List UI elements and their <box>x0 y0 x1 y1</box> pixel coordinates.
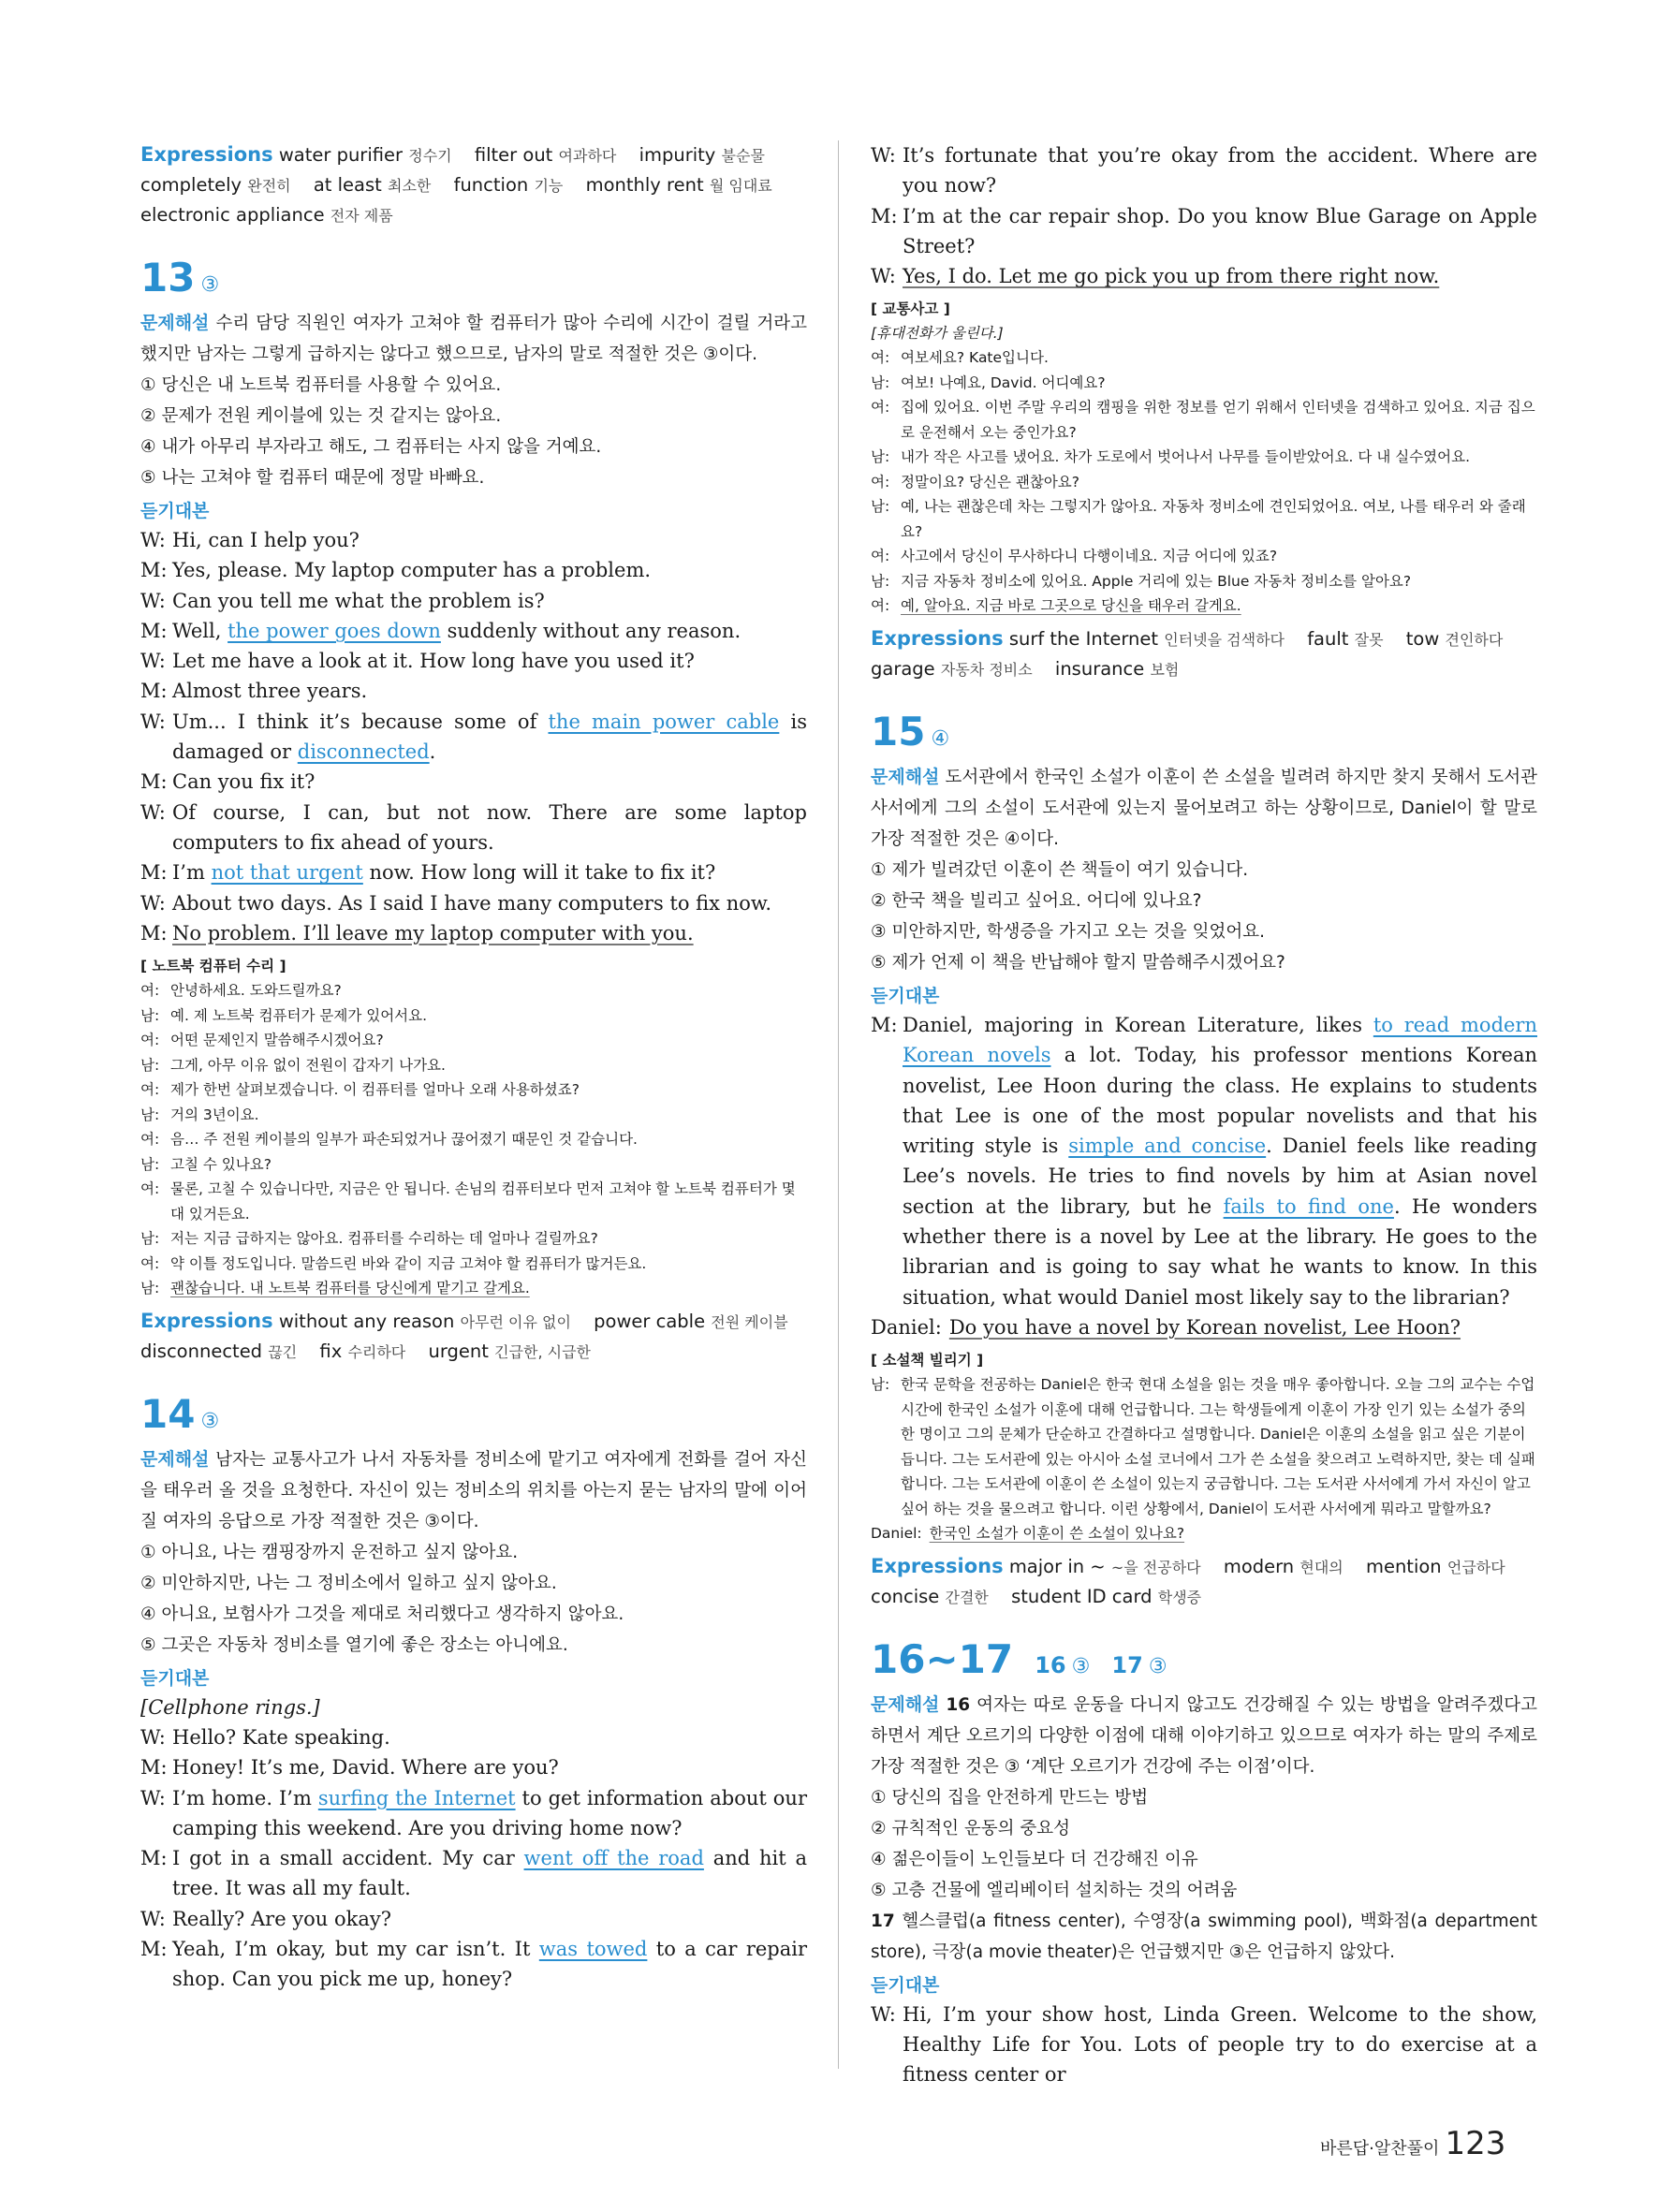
speaker: W: <box>140 589 166 612</box>
speaker: W: <box>140 650 166 673</box>
text-run: is damaged or <box>172 710 807 764</box>
expr-ko: 월 임대료 <box>709 177 772 195</box>
speaker: W: <box>140 710 166 733</box>
line-text: 한국 문학을 전공하는 Daniel은 한국 현대 소설을 읽는 것을 매우 좋아합니다. 오늘 그의 교수는 수업 시간에 한국인 소설가 이훈에 대해 언급합니다. 그는 학생들에게 이훈이 가장 인기 있는 소설가 중의 한 명이고 그의 문체가 단순하고 간결하다고 설명합니다. Daniel은 이훈의 소설을 읽고 싶은 기분이 듭니다. 그는 도서관에 있는 아시아 소설 코너에서 그가 쓴 소설을 찾으려고 노력하지만, 찾는 데 실패합니다. 그는 도서관에 이훈이 쓴 소설이 있는지 궁금합니다. 그는 도서관 사서에게 가서 자신이 알고 싶어 하는 것을 물으려고 합니다. 이런 상황에서, Daniel이 도서관 사서에게 뭐라고 말할까요? <box>901 1376 1535 1517</box>
line-text: About two days. As I said I have many computers to fix now. <box>172 891 772 915</box>
dialogue-line <box>140 1722 807 1752</box>
option-item: ⑤ 그곳은 자동차 정비소를 열기에 좋은 장소는 아니에요. <box>140 1634 568 1655</box>
answer-underline: No problem. I’ll leave my laptop computer with you. <box>172 921 694 945</box>
text-run: I got in a small accident. My car <box>172 1847 524 1870</box>
speaker: W: <box>140 1907 166 1930</box>
translation-line <box>140 1152 807 1178</box>
translation-line <box>871 371 1537 396</box>
speaker: Daniel: <box>871 1315 942 1339</box>
q16-explanation <box>871 1690 1537 1782</box>
dialogue-line <box>140 586 807 616</box>
expr-ko: 최소한 <box>388 177 432 195</box>
line-text <box>170 1276 807 1301</box>
answer-underline: Do you have a novel by Korean novelist, Lee Hoon? <box>948 1315 1461 1339</box>
expr-en: electronic appliance <box>140 204 325 226</box>
line-text: 어떤 문제인지 말씀해주시겠어요? <box>170 1032 384 1049</box>
stage-direction: [Cellphone rings.] <box>140 1695 320 1719</box>
line-text: It’s fortunate that you’re okay from the accident. Where are you now? <box>903 144 1537 198</box>
translation-line <box>871 494 1537 544</box>
dialogue-line <box>140 857 807 887</box>
speaker: 남: <box>871 498 890 516</box>
line-text: Almost three years. <box>172 680 368 703</box>
q14-explanation <box>140 1444 807 1537</box>
dialogue-line <box>140 888 807 918</box>
expr-ko: 여과하다 <box>558 147 617 165</box>
dialogue-line <box>871 261 1537 291</box>
highlight-phrase: the main power cable <box>548 710 780 733</box>
translation-line <box>140 1053 807 1078</box>
expr-en: monthly rent <box>585 174 704 196</box>
speaker: M: <box>871 204 898 227</box>
question-number: 15 <box>871 708 926 754</box>
speaker: 여: <box>871 597 890 615</box>
expr-en: fault <box>1307 627 1349 650</box>
line-text: 물론, 고칠 수 있습니다만, 지금은 안 됩니다. 손님의 컴퓨터보다 먼저 고쳐야 할 노트북 컴퓨터가 몇 대 있거든요. <box>170 1180 796 1223</box>
text-run: Um... I think it’s because some of <box>172 710 549 733</box>
speaker: 여: <box>140 1131 160 1149</box>
option-item: ② 규칙적인 운동의 중요성 <box>871 1818 1070 1838</box>
text-run: I’m home. I’m <box>172 1786 318 1809</box>
answer-underline: 한국인 소설가 이훈이 쓴 소설이 있나요? <box>929 1525 1185 1543</box>
text-run: Well, <box>172 619 228 642</box>
text-run: and hit a tree. It was all my fault. <box>172 1847 807 1900</box>
translation-title: [ 소설책 빌리기 ] <box>871 1352 984 1370</box>
speaker: M: <box>140 619 168 642</box>
speaker: 여: <box>871 548 890 565</box>
text-run: Daniel, majoring in Korean Literature, likes <box>903 1013 1373 1036</box>
translation-line <box>140 1127 807 1152</box>
translation-line <box>871 470 1537 495</box>
highlight-phrase: simple and concise <box>1068 1135 1267 1158</box>
q13-expressions <box>140 1307 807 1367</box>
q13-explanation <box>140 308 807 370</box>
speaker: M: <box>140 1938 168 1961</box>
expr-en: completely <box>140 174 242 196</box>
q14-expressions <box>871 624 1537 684</box>
option-item: ① 당신은 내 노트북 컴퓨터를 사용할 수 있어요. <box>140 375 502 395</box>
answer-underline: Yes, I do. Let me go pick you up from there right now. <box>903 265 1440 288</box>
text-run: Yeah, I’m okay, but my car isn’t. It <box>172 1938 539 1961</box>
translation-line <box>871 593 1537 619</box>
footer-title: 바른답·알찬풀이 <box>1320 2139 1440 2159</box>
text-run: suddenly without any reason. <box>440 619 741 642</box>
translation-line <box>140 1003 807 1029</box>
option-item: ④ 젊은이들이 노인들보다 더 건강해진 이유 <box>871 1849 1198 1869</box>
line-text: Honey! It’s me, David. Where are you? <box>172 1756 559 1780</box>
expr-ko: ~을 전공하다 <box>1110 1558 1201 1576</box>
speaker: W: <box>871 144 896 167</box>
expressions-label: Expressions <box>140 143 273 166</box>
dialogue-line <box>140 798 807 858</box>
speaker: W: <box>871 265 896 288</box>
expressions-label: Expressions <box>871 1554 1004 1577</box>
expr-en: surf the Internet <box>1008 627 1159 650</box>
translation-line <box>140 1177 807 1226</box>
expr-ko: 긴급한, 시급한 <box>494 1342 592 1361</box>
line-text: Let me have a look at it. How long have you used it? <box>172 650 695 673</box>
highlight-phrase: the power goes down <box>228 619 441 642</box>
expressions-top <box>140 140 807 230</box>
line-text <box>901 593 1537 619</box>
speaker: M: <box>140 680 168 703</box>
line-text: 약 이틀 정도입니다. 말씀드린 바와 같이 지금 고쳐야 할 컴퓨터가 많거든요. <box>170 1254 647 1272</box>
dialogue-line <box>871 201 1537 262</box>
line-text: 여보! 나예요, David. 어디예요? <box>901 374 1106 391</box>
option-item: ② 한국 책을 빌리고 싶어요. 어디에 있나요? <box>871 890 1202 911</box>
answer-mark: ③ <box>200 1409 220 1433</box>
expressions-label: Expressions <box>140 1309 273 1332</box>
line-text <box>949 1312 1537 1342</box>
line-text: 제가 한번 살펴보겠습니다. 이 컴퓨터를 얼마나 오래 사용하셨죠? <box>170 1081 580 1099</box>
option-item: ③ 미안하지만, 학생증을 가지고 오는 것을 잊었어요. <box>871 921 1266 942</box>
line-text <box>172 1843 807 1904</box>
speaker: W: <box>140 529 166 551</box>
option-item: ② 문제가 전원 케이블에 있는 것 같지는 않아요. <box>140 406 502 426</box>
highlight-phrase: not that urgent <box>211 861 363 885</box>
dialogue-line <box>871 140 1537 201</box>
speaker: 남: <box>140 1106 160 1123</box>
line-text <box>172 1783 807 1844</box>
speaker: 여: <box>140 1032 160 1049</box>
translation-line <box>871 544 1537 569</box>
speaker: M: <box>140 559 168 582</box>
answer-mark: ③ <box>200 273 220 297</box>
question-number: 14 <box>140 1390 196 1437</box>
line-text: 음… 주 전원 케이블의 일부가 파손되었거나 끊어졌기 때문인 것 같습니다. <box>170 1131 638 1149</box>
translation-line <box>140 1276 807 1301</box>
explanation-label: 문제해설 <box>871 766 940 787</box>
translation-line <box>871 395 1537 445</box>
translation-line <box>140 1103 807 1128</box>
text-run: . Daniel feels like reading Lee’s novels. He tries to find novels by him at Asian novel section at the library, but he <box>903 1135 1537 1218</box>
speaker: 여: <box>871 399 890 417</box>
speaker: 남: <box>871 374 890 391</box>
expr-en: at least <box>313 174 382 196</box>
dialogue-line <box>140 1843 807 1904</box>
expr-ko: 정수기 <box>408 147 452 165</box>
expr-ko: 불순물 <box>721 147 765 165</box>
line-text <box>172 1934 807 1995</box>
line-text: 저는 지금 급하지는 않아요. 컴퓨터를 수리하는 데 얼마나 걸릴까요? <box>170 1230 598 1248</box>
speaker: 여: <box>140 1180 160 1198</box>
speaker: 여: <box>140 1254 160 1272</box>
sub-number: 17 <box>871 1911 895 1931</box>
translation-line <box>140 1077 807 1103</box>
translation-line <box>871 445 1537 470</box>
expr-ko: 자동차 정비소 <box>940 660 1033 679</box>
line-text: 예. 제 노트북 컴퓨터가 문제가 있어서요. <box>170 1006 428 1024</box>
translation-line <box>140 1252 807 1277</box>
explanation-text: 헬스클럽(a fitness center), 수영장(a swimming pool), 백화점(a department store), 극장(a movie theater)은 언급했지만 ③은 언급하지 않았다. <box>871 1911 1537 1962</box>
question-13-heading <box>140 256 807 308</box>
line-text: 고칠 수 있나요? <box>170 1155 272 1173</box>
line-text: I’m at the car repair shop. Do you know Blue Garage on Apple Street? <box>903 204 1537 257</box>
speaker: M: <box>140 1756 168 1780</box>
line-text: Can you tell me what the problem is? <box>172 589 545 612</box>
expr-ko: 인터넷을 검색하다 <box>1164 630 1285 649</box>
expr-en: mention <box>1365 1555 1442 1577</box>
line-text <box>172 707 807 768</box>
dialogue-line <box>140 555 807 585</box>
q15-expressions <box>871 1552 1537 1612</box>
left-column <box>140 140 807 1995</box>
translation-line <box>140 1226 807 1252</box>
monologue <box>871 1010 1537 1312</box>
speaker: 남: <box>140 1280 160 1297</box>
translation-line <box>871 345 1537 371</box>
speaker: W: <box>871 2002 896 2026</box>
option-item: ④ 아니요, 보험사가 그것을 제대로 처리했다고 생각하지 않아요. <box>140 1604 624 1624</box>
text-run: now. How long will it take to fix it? <box>362 861 716 885</box>
expr-en: garage <box>871 657 935 680</box>
line-text: Of course, I can, but not now. There are some laptop computers to fix ahead of yours. <box>172 800 807 854</box>
text-run: . <box>429 740 436 764</box>
line-text <box>903 261 1537 291</box>
expressions-label: Expressions <box>871 626 1004 650</box>
expr-en: function <box>453 174 529 196</box>
dialogue-line <box>140 707 807 768</box>
right-column <box>871 140 1537 2090</box>
dialogue-line <box>140 646 807 676</box>
speaker: 남: <box>140 1230 160 1248</box>
line-text: Can you fix it? <box>172 770 316 794</box>
dialogue-line <box>140 1904 807 1934</box>
line-text: Hi, I’m your show host, Linda Green. Welcome to the show, Healthy Life for You. Lots of people try to do exercise at a fitness center or <box>903 2002 1537 2087</box>
speaker: Daniel: <box>871 1525 922 1543</box>
expr-en: student ID card <box>1011 1585 1152 1607</box>
speaker: 여: <box>871 473 890 491</box>
line-text: 지금 자동차 정비소에 있어요. Apple 거리에 있는 Blue 자동차 정비소를 알아요? <box>901 572 1412 590</box>
answer-underline: 괜찮습니다. 내 노트북 컴퓨터를 당신에게 맡기고 갈게요. <box>170 1280 530 1297</box>
explanation-text: 남자는 교통사고가 나서 자동차를 정비소에 맡기고 여자에게 전화를 걸어 자신을 태우러 올 것을 요청한다. 자신이 있는 정비소의 위치를 아는지 묻는 남자의 말에 이어질 여자의 응답으로 가장 적절한 것은 ③이다. <box>140 1449 807 1531</box>
answer-mark: ③ <box>1071 1654 1091 1678</box>
translation-title: [ 교통사고 ] <box>871 300 950 318</box>
expr-ko: 아무런 이유 없이 <box>460 1312 571 1331</box>
option-item: ① 당신의 집을 안전하게 만드는 방법 <box>871 1787 1149 1808</box>
dialogue-line <box>140 1934 807 1995</box>
speaker: M: <box>140 861 168 885</box>
page-footer <box>1320 2125 1505 2162</box>
line-text: 집에 있어요. 이번 주말 우리의 캠핑을 위한 정보를 얻기 위해서 인터넷을 검색하고 있어요. 지금 집으로 운전해서 오는 중인가요? <box>901 399 1535 441</box>
text-run: a lot. Today, his professor mentions Korean novelist, Lee Hoon during the class. He explains to students that Lee is one of the most popular novelists and that his writing style is <box>903 1044 1537 1158</box>
highlight-phrase: surfing the Internet <box>317 1786 516 1809</box>
speaker: M: <box>871 1013 898 1036</box>
sub-number: 16 <box>946 1694 971 1715</box>
speaker: 남: <box>871 1376 890 1394</box>
script-label: 듣기대본 <box>140 501 210 521</box>
explanation-text: 여자는 따로 운동을 다니지 않고도 건강해질 수 있는 방법을 알려주겠다고 하면서 계단 오르기의 다양한 이점에 대해 이야기하고 있으므로 여자가 하는 말의 주제로 가장 적절한 것은 ③ ‘계단 오르기가 건강에 주는 이점’이다. <box>871 1694 1538 1777</box>
expr-ko: 견인하다 <box>1445 630 1504 649</box>
speaker: 여: <box>871 349 890 367</box>
translation-line <box>140 1028 807 1053</box>
script-label: 듣기대본 <box>871 1974 940 1996</box>
dialogue-line <box>140 616 807 646</box>
expr-ko: 보험 <box>1150 660 1180 679</box>
text-run: to get information about our camping this weekend. Are you driving home now? <box>172 1786 807 1839</box>
highlight-phrase: fails to find one <box>1223 1194 1394 1218</box>
text-run: . He wonders whether there is a novel by Lee at the library. He goes to the librarian and is going to say what he wants to know. In this situation, what would Daniel most likely say to the librarian? <box>903 1194 1537 1309</box>
explanation-label: 문제해설 <box>871 1693 940 1715</box>
line-text: 거의 3년이요. <box>170 1106 259 1123</box>
option-item: ① 아니요, 나는 캠핑장까지 운전하고 싶지 않아요. <box>140 1542 519 1562</box>
translation-line <box>871 569 1537 594</box>
speaker: W: <box>140 1786 166 1809</box>
expr-ko: 완전히 <box>247 177 291 195</box>
translation-title: [ 노트북 컴퓨터 수리 ] <box>140 958 286 975</box>
option-item: ② 미안하지만, 나는 그 정비소에서 일하고 싶지 않아요. <box>140 1573 557 1593</box>
speaker: 여: <box>140 982 160 1000</box>
line-text <box>903 1010 1537 1312</box>
question-16-17-heading <box>871 1635 1537 1690</box>
expr-ko: 잘못 <box>1354 630 1384 649</box>
page-number: 123 <box>1445 2125 1506 2162</box>
line-text: Hi, can I help you? <box>172 529 360 551</box>
sub-question-number: 17 <box>1111 1651 1143 1678</box>
sub-question-number: 16 <box>1035 1651 1066 1678</box>
line-text <box>930 1521 1537 1546</box>
expr-ko: 기능 <box>534 177 564 195</box>
answer-mark: ③ <box>1148 1654 1167 1678</box>
line-text: Really? Are you okay? <box>172 1907 392 1930</box>
line-text <box>172 616 807 646</box>
script-label: 듣기대본 <box>871 985 940 1006</box>
speaker: 남: <box>871 448 890 466</box>
speaker: W: <box>140 891 166 915</box>
option-item: ⑤ 고층 건물에 엘리베이터 설치하는 것의 어려움 <box>871 1880 1238 1900</box>
dialogue-line <box>871 2000 1537 2090</box>
option-item: ① 제가 빌려갔던 이훈이 쓴 책들이 여기 있습니다. <box>871 859 1249 880</box>
highlight-phrase: went off the road <box>523 1847 704 1870</box>
expr-ko: 간결한 <box>945 1588 989 1606</box>
stage-direction: [휴대전화가 울린다.] <box>871 325 1004 343</box>
option-item: ④ 내가 아무리 부자라고 해도, 그 컴퓨터는 사지 않을 거예요. <box>140 437 602 457</box>
speaker: 남: <box>140 1155 160 1173</box>
highlight-phrase: was towed <box>538 1938 648 1961</box>
option-item: ⑤ 나는 고쳐야 할 컴퓨터 때문에 정말 바빠요. <box>140 468 485 488</box>
speaker: 남: <box>140 1006 160 1024</box>
answer-underline: 예, 알아요. 지금 바로 그곳으로 당신을 태우러 갈게요. <box>901 597 1241 615</box>
line-text: 정말이요? 당신은 괜찮아요? <box>901 473 1080 491</box>
expr-en: disconnected <box>140 1340 263 1362</box>
expr-en: major in ~ <box>1008 1555 1106 1577</box>
answer-mark: ④ <box>931 726 950 751</box>
line-text: 내가 작은 사고를 냈어요. 차가 도로에서 벗어나서 나무를 들이받았어요. 다 내 실수였어요. <box>901 448 1471 466</box>
expr-ko: 언급하다 <box>1446 1558 1505 1576</box>
speaker: M: <box>140 1847 168 1870</box>
question-14-heading <box>140 1390 807 1444</box>
question-number: 13 <box>140 255 196 300</box>
expr-ko: 전자 제품 <box>330 207 393 225</box>
question-15-heading <box>871 710 1537 762</box>
line-text <box>172 918 807 948</box>
line-text: 사고에서 당신이 무사하다니 다행이네요. 지금 어디에 있죠? <box>901 548 1278 565</box>
expr-ko: 수리하다 <box>347 1342 406 1361</box>
expr-en: modern <box>1223 1555 1295 1577</box>
q17-explanation <box>871 1906 1537 1968</box>
highlight-phrase: disconnected <box>297 740 430 764</box>
translation-line <box>140 978 807 1003</box>
q15-explanation <box>871 762 1537 855</box>
option-item: ⑤ 제가 언제 이 책을 반납해야 할지 말씀해주시겠어요? <box>871 952 1285 973</box>
expr-en: insurance <box>1054 657 1145 680</box>
expr-ko: 학생증 <box>1157 1588 1202 1606</box>
dialogue-line <box>140 918 807 948</box>
explanation-text: 도서관에서 한국인 소설가 이훈이 쓴 소설을 빌려려 하지만 찾지 못해서 도서관 사서에게 그의 소설이 도서관에 있는지 물어보려고 하는 상황이므로, Daniel이 할 말로 가장 적절한 것은 ④이다. <box>871 767 1537 849</box>
expr-ko: 전원 케이블 <box>711 1312 788 1331</box>
expr-en: tow <box>1405 627 1440 650</box>
speaker: M: <box>140 770 168 794</box>
explanation-text: 수리 담당 직원인 여자가 고쳐야 할 컴퓨터가 많아 수리에 시간이 걸릴 거라고 했지만 남자는 그렇게 급하지는 않다고 했으므로, 남자의 말로 적절한 것은 ③이다. <box>140 314 807 364</box>
column-divider <box>838 140 839 2069</box>
explanation-label: 문제해설 <box>140 1448 210 1470</box>
script-label: 듣기대본 <box>140 1667 210 1689</box>
speaker: W: <box>140 800 166 824</box>
expr-en: filter out <box>474 144 553 166</box>
expr-en: without any reason <box>278 1310 455 1332</box>
speaker: 남: <box>140 1056 160 1074</box>
expr-en: concise <box>871 1585 940 1607</box>
highlight-phrase: to read modern Korean novels <box>903 1013 1538 1067</box>
line-text <box>172 857 807 887</box>
dialogue-line <box>871 1312 1537 1342</box>
line-text: Yes, please. My laptop computer has a problem. <box>172 559 652 582</box>
translation-line <box>871 1521 1537 1546</box>
translation-line <box>871 1372 1537 1521</box>
dialogue-line <box>140 676 807 706</box>
question-number: 16~17 <box>871 1635 1014 1682</box>
speaker: W: <box>140 1725 166 1749</box>
text-run: I’m <box>172 861 212 885</box>
line-text: 안녕하세요. 도와드릴까요? <box>170 982 342 1000</box>
explanation-label: 문제해설 <box>140 313 210 333</box>
expr-ko: 현대의 <box>1299 1558 1343 1576</box>
expr-en: impurity <box>639 144 716 166</box>
line-text: Hello? Kate speaking. <box>172 1725 390 1749</box>
expr-en: urgent <box>428 1340 489 1362</box>
expr-en: water purifier <box>278 144 404 166</box>
expr-en: power cable <box>594 1310 706 1332</box>
expr-ko: 끊긴 <box>268 1342 298 1361</box>
speaker: 남: <box>871 572 890 590</box>
text-run: to a car repair shop. Can you pick me up, honey? <box>172 1938 808 1991</box>
line-text: 그게, 아무 이유 없이 전원이 갑자기 나가요. <box>170 1056 446 1074</box>
line-text: 여보세요? Kate입니다. <box>901 349 1049 367</box>
dialogue-line <box>140 525 807 555</box>
speaker: M: <box>140 921 168 945</box>
dialogue-line <box>140 1752 807 1782</box>
speaker: 여: <box>140 1081 160 1099</box>
expr-en: fix <box>319 1340 343 1362</box>
line-text: 예, 나는 괜찮은데 차는 그렇지가 않아요. 자동차 정비소에 견인되었어요. 여보, 나를 태우러 와 줄래요? <box>901 498 1526 540</box>
dialogue-line <box>140 1783 807 1844</box>
dialogue-line <box>140 767 807 797</box>
